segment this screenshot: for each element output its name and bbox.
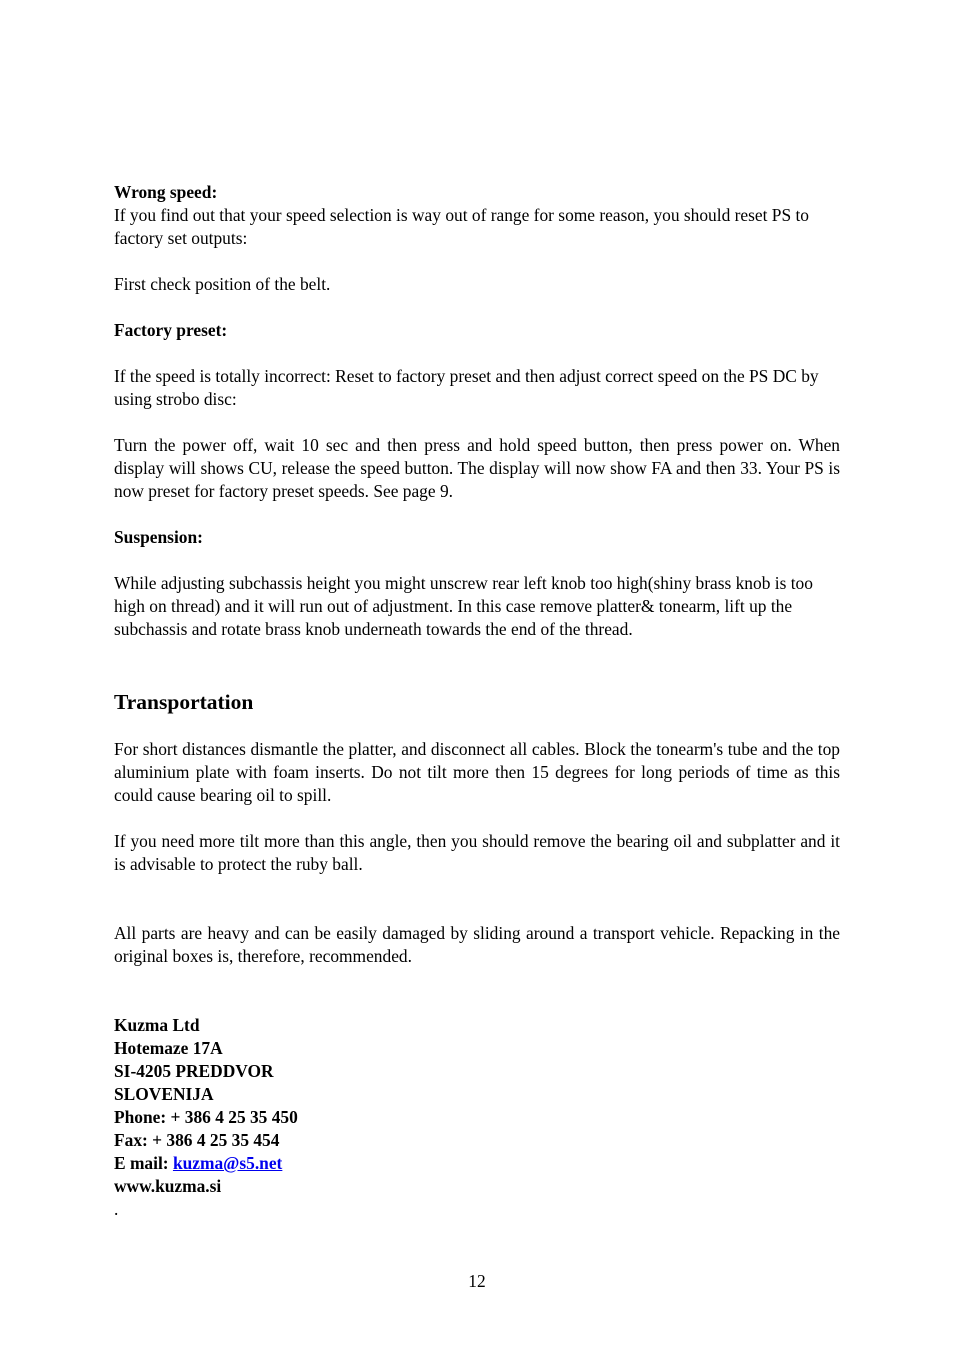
contact-street: Hotemaze 17A [114, 1038, 223, 1058]
contact-email-label: E mail: [114, 1153, 173, 1173]
contact-block [114, 1014, 840, 1221]
contact-city: SI-4205 PREDDVOR [114, 1061, 274, 1081]
contact-company: Kuzma Ltd [114, 1015, 200, 1035]
contact-email-line [114, 1152, 840, 1175]
document-page [114, 181, 840, 1221]
contact-website: www.kuzma.si [114, 1176, 222, 1196]
wrong-speed-paragraph-2: First check position of the belt. [114, 274, 331, 294]
factory-preset-paragraph-2: Turn the power off, wait 10 sec and then press and hold speed button, then press power on. When display will shows CU, release the speed button. The display will now show FA and then 33. Your PS is now preset for factory preset speeds. See page 9. [114, 435, 840, 501]
contact-trailing-dot: . [114, 1199, 119, 1219]
wrong-speed-heading: Wrong speed: [114, 182, 218, 202]
transportation-paragraph-3: All parts are heavy and can be easily damaged by sliding around a transport vehicle. Repacking in the original boxes is, therefore, recommended. [114, 923, 840, 966]
wrong-speed-paragraph-1: If you find out that your speed selection is way out of range for some reason, you should reset PS to factory set outputs: [114, 205, 810, 248]
contact-email-link[interactable]: kuzma@s5.net [172, 1153, 283, 1173]
factory-preset-heading: Factory preset: [114, 320, 228, 340]
suspension-heading: Suspension: [114, 527, 203, 547]
contact-fax: Fax: + 386 4 25 35 454 [114, 1130, 280, 1150]
contact-phone: Phone: + 386 4 25 35 450 [114, 1107, 298, 1127]
suspension-paragraph-1: While adjusting subchassis height you might unscrew rear left knob too high(shiny brass knob is too high on thread) and it will run out of adjustment. In this case remove platter& tonearm, lift up the subchassis and rotate brass knob underneath towards the end of the thread. [114, 573, 813, 639]
transportation-paragraph-1: For short distances dismantle the platter, and disconnect all cables. Block the tonearm's tube and the top aluminium plate with foam inserts. Do not tilt more then 15 degrees for long periods of time as this could cause bearing oil to spill. [114, 739, 840, 805]
contact-country: SLOVENIJA [114, 1084, 214, 1104]
factory-preset-paragraph-1: If the speed is totally incorrect: Reset to factory preset and then adjust correct speed on the PS DC by using strobo disc: [114, 366, 819, 409]
transportation-heading: Transportation [114, 690, 254, 714]
page-number: 12 [468, 1271, 486, 1291]
transportation-paragraph-2: If you need more tilt more than this angle, then you should remove the bearing oil and subplatter and it is advisable to protect the ruby ball. [114, 831, 840, 874]
